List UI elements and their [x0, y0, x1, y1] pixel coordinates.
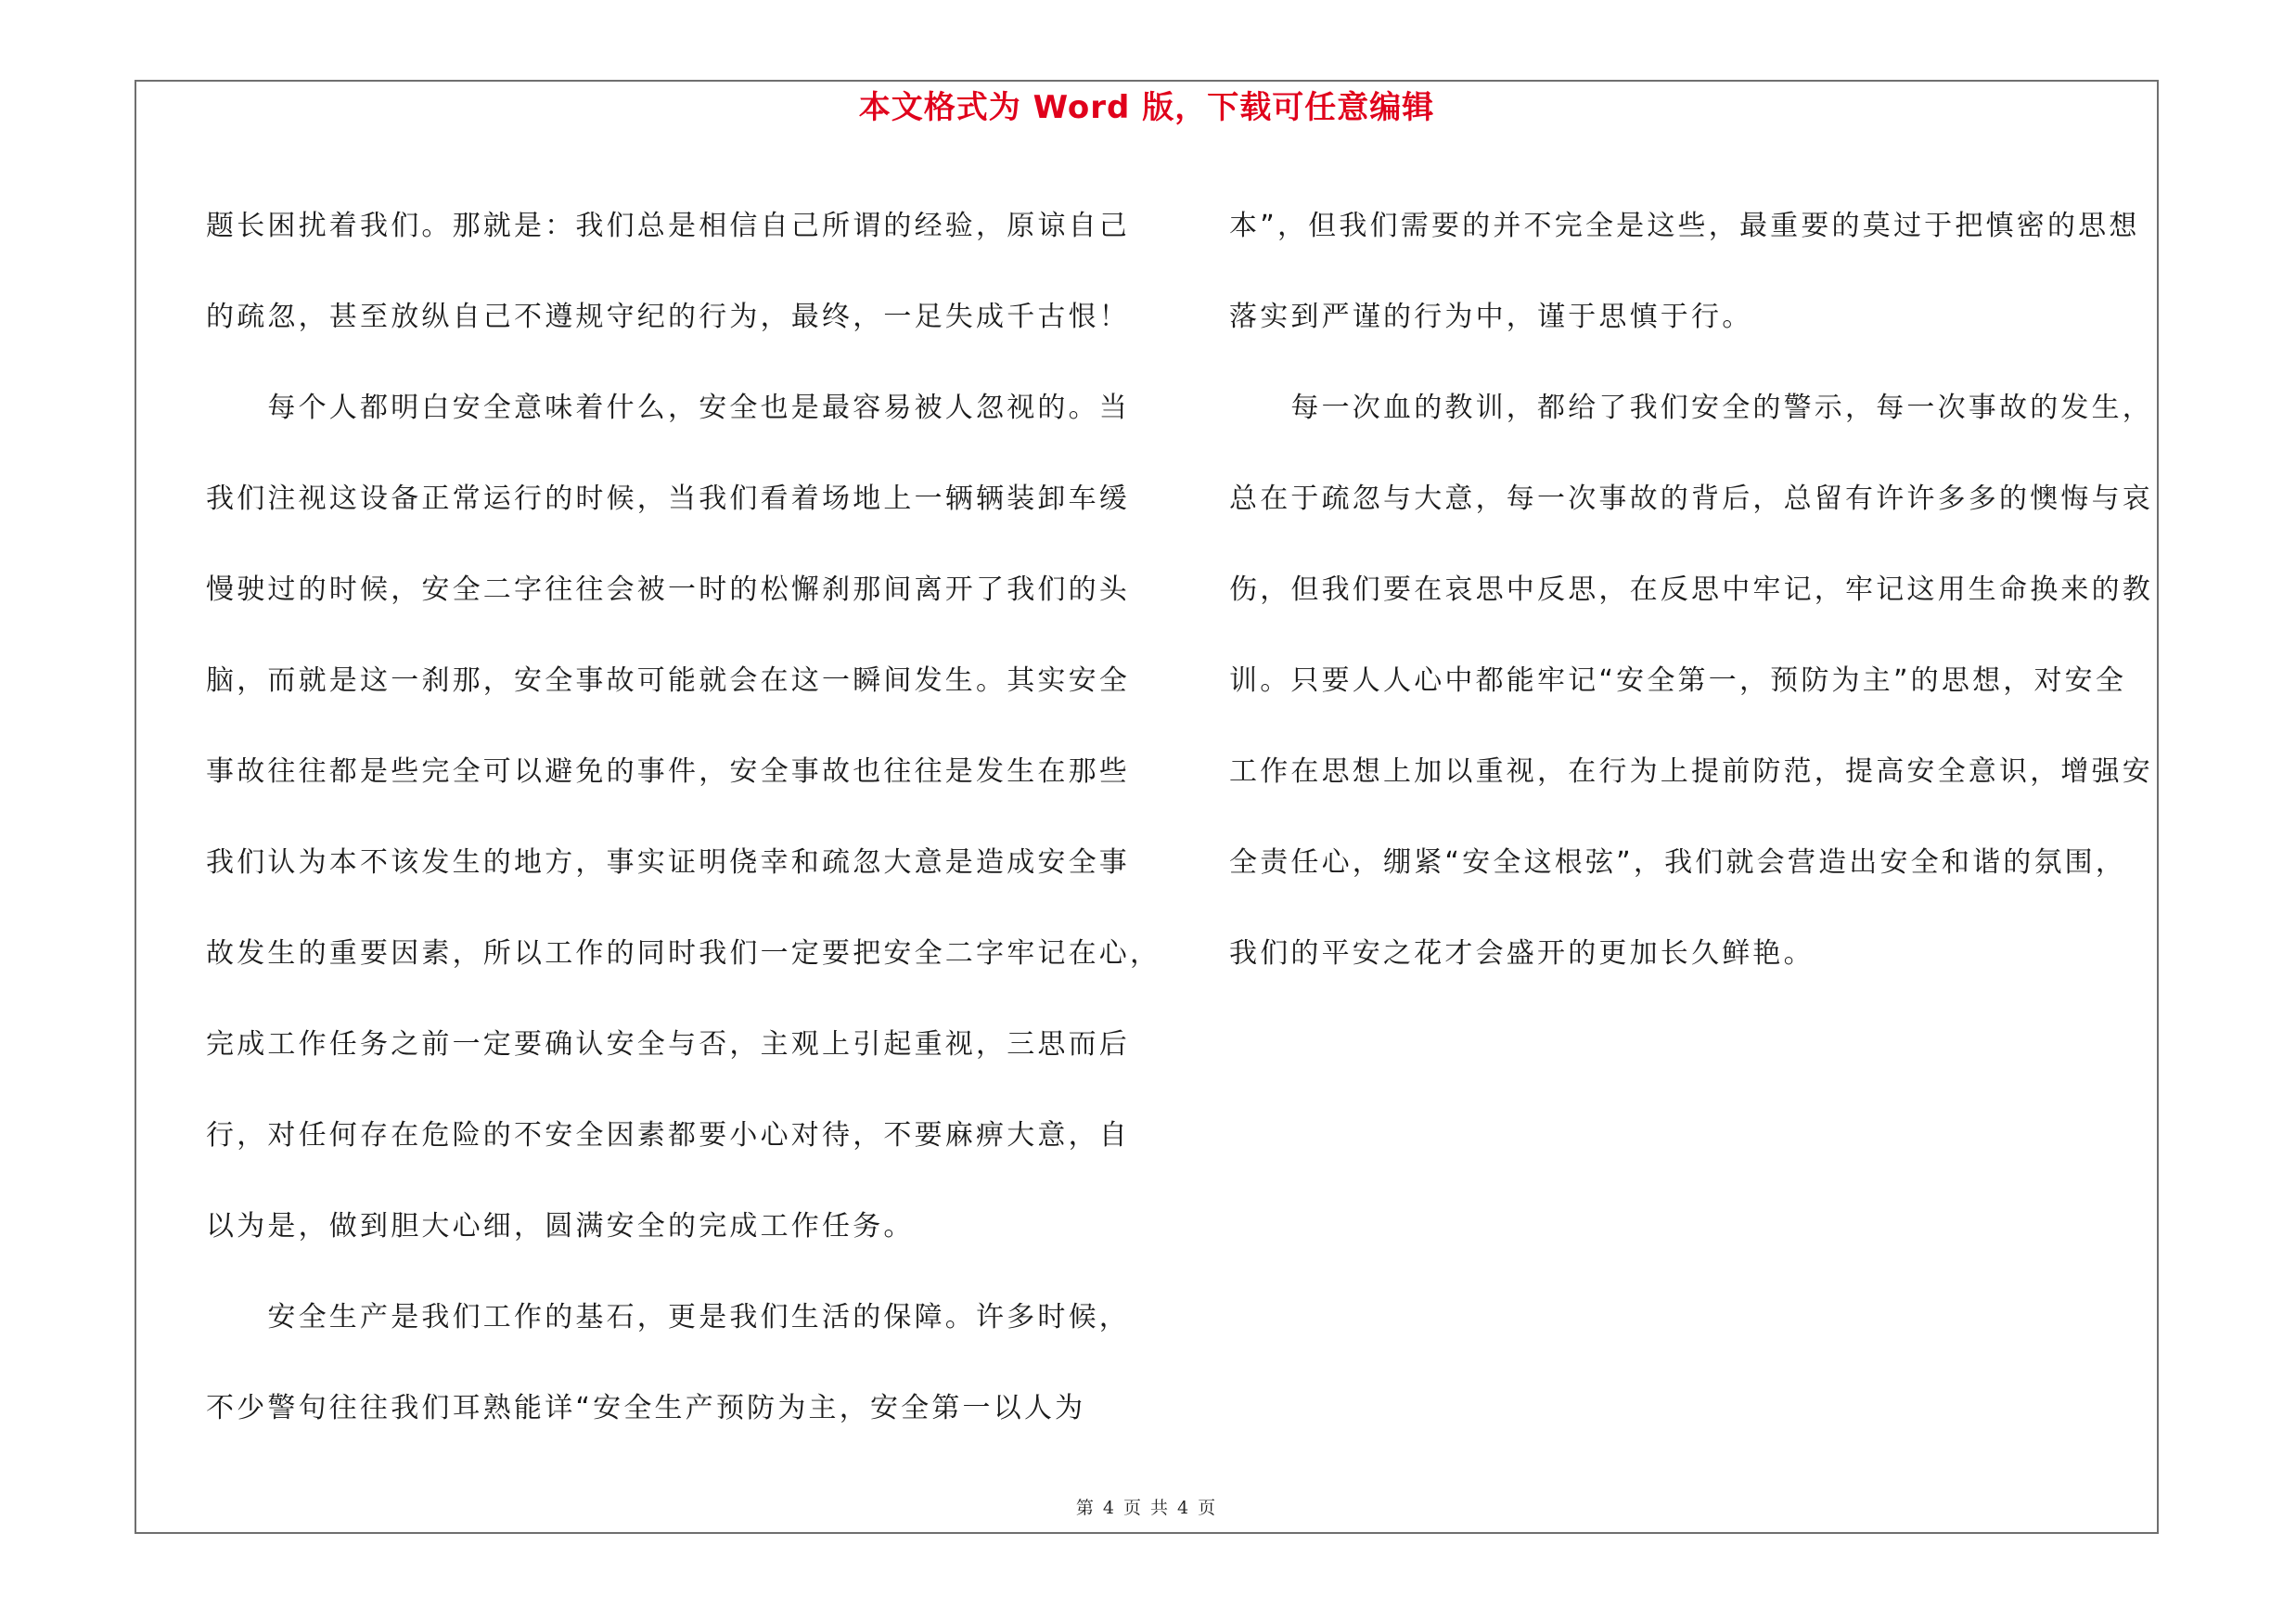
text-line: 每一次血的教训，都给了我们安全的警示，每一次事故的发生， — [1229, 392, 2153, 424]
text-line: 事故往往都是些完全可以避免的事件，安全事故也往往是发生在那些 — [206, 755, 1130, 788]
text-line: 本”，但我们需要的并不完全是这些，最重要的莫过于把慎密的思想 — [1229, 210, 2140, 242]
text-line: 安全生产是我们工作的基石，更是我们生活的保障。许多时候， — [206, 1301, 1130, 1333]
page-number-footer: 第 4 页 共 4 页 — [1075, 1498, 1218, 1518]
text-line: 我们注视这设备正常运行的时候，当我们看着场地上一辆辆装卸车缓 — [206, 483, 1130, 515]
text-line: 落实到严谨的行为中，谨于思慎于行。 — [1229, 301, 1753, 333]
text-line: 的疏忽，甚至放纵自己不遵规守纪的行为，最终，一足失成千古恨！ — [206, 301, 1130, 333]
text-line: 每个人都明白安全意味着什么，安全也是最容易被人忽视的。当 — [206, 392, 1130, 424]
text-line: 我们的平安之花才会盛开的更加长久鲜艳。 — [1229, 937, 1815, 970]
text-line: 总在于疏忽与大意，每一次事故的背后，总留有许许多多的懊悔与哀 — [1229, 483, 2153, 515]
format-notice-header: 本文格式为 Word 版，下载可任意编辑 — [858, 89, 1435, 126]
text-line: 完成工作任务之前一定要确认安全与否，主观上引起重视，三思而后 — [206, 1028, 1130, 1061]
text-line: 全责任心，绷紧“安全这根弦”，我们就会营造出安全和谐的氛围， — [1229, 846, 2127, 879]
text-line: 行，对任何存在危险的不安全因素都要小心对待，不要麻痹大意，自 — [206, 1119, 1130, 1152]
text-line: 慢驶过的时候，安全二字往往会被一时的松懈刹那间离开了我们的头 — [206, 573, 1130, 606]
text-line: 题长困扰着我们。那就是：我们总是相信自己所谓的经验，原谅自己 — [206, 210, 1130, 242]
left-text-column — [206, 181, 1161, 1454]
text-line: 不少警句往往我们耳熟能详“安全生产预防为主，安全第一以人为 — [206, 1392, 1086, 1424]
text-line: 脑，而就是这一刹那，安全事故可能就会在这一瞬间发生。其实安全 — [206, 664, 1130, 697]
text-line: 工作在思想上加以重视，在行为上提前防范，提高安全意识，增强安 — [1229, 755, 2153, 788]
right-text-column — [1229, 181, 2166, 999]
text-line: 伤，但我们要在哀思中反思，在反思中牢记，牢记这用生命换来的教 — [1229, 573, 2153, 606]
text-line: 我们认为本不该发生的地方，事实证明侥幸和疏忽大意是造成安全事 — [206, 846, 1130, 879]
text-line: 以为是，做到胆大心细，圆满安全的完成工作任务。 — [206, 1210, 915, 1243]
text-line: 故发生的重要因素，所以工作的同时我们一定要把安全二字牢记在心， — [206, 937, 1161, 970]
text-line: 训。只要人人心中都能牢记“安全第一，预防为主”的思想，对安全 — [1229, 664, 2127, 697]
